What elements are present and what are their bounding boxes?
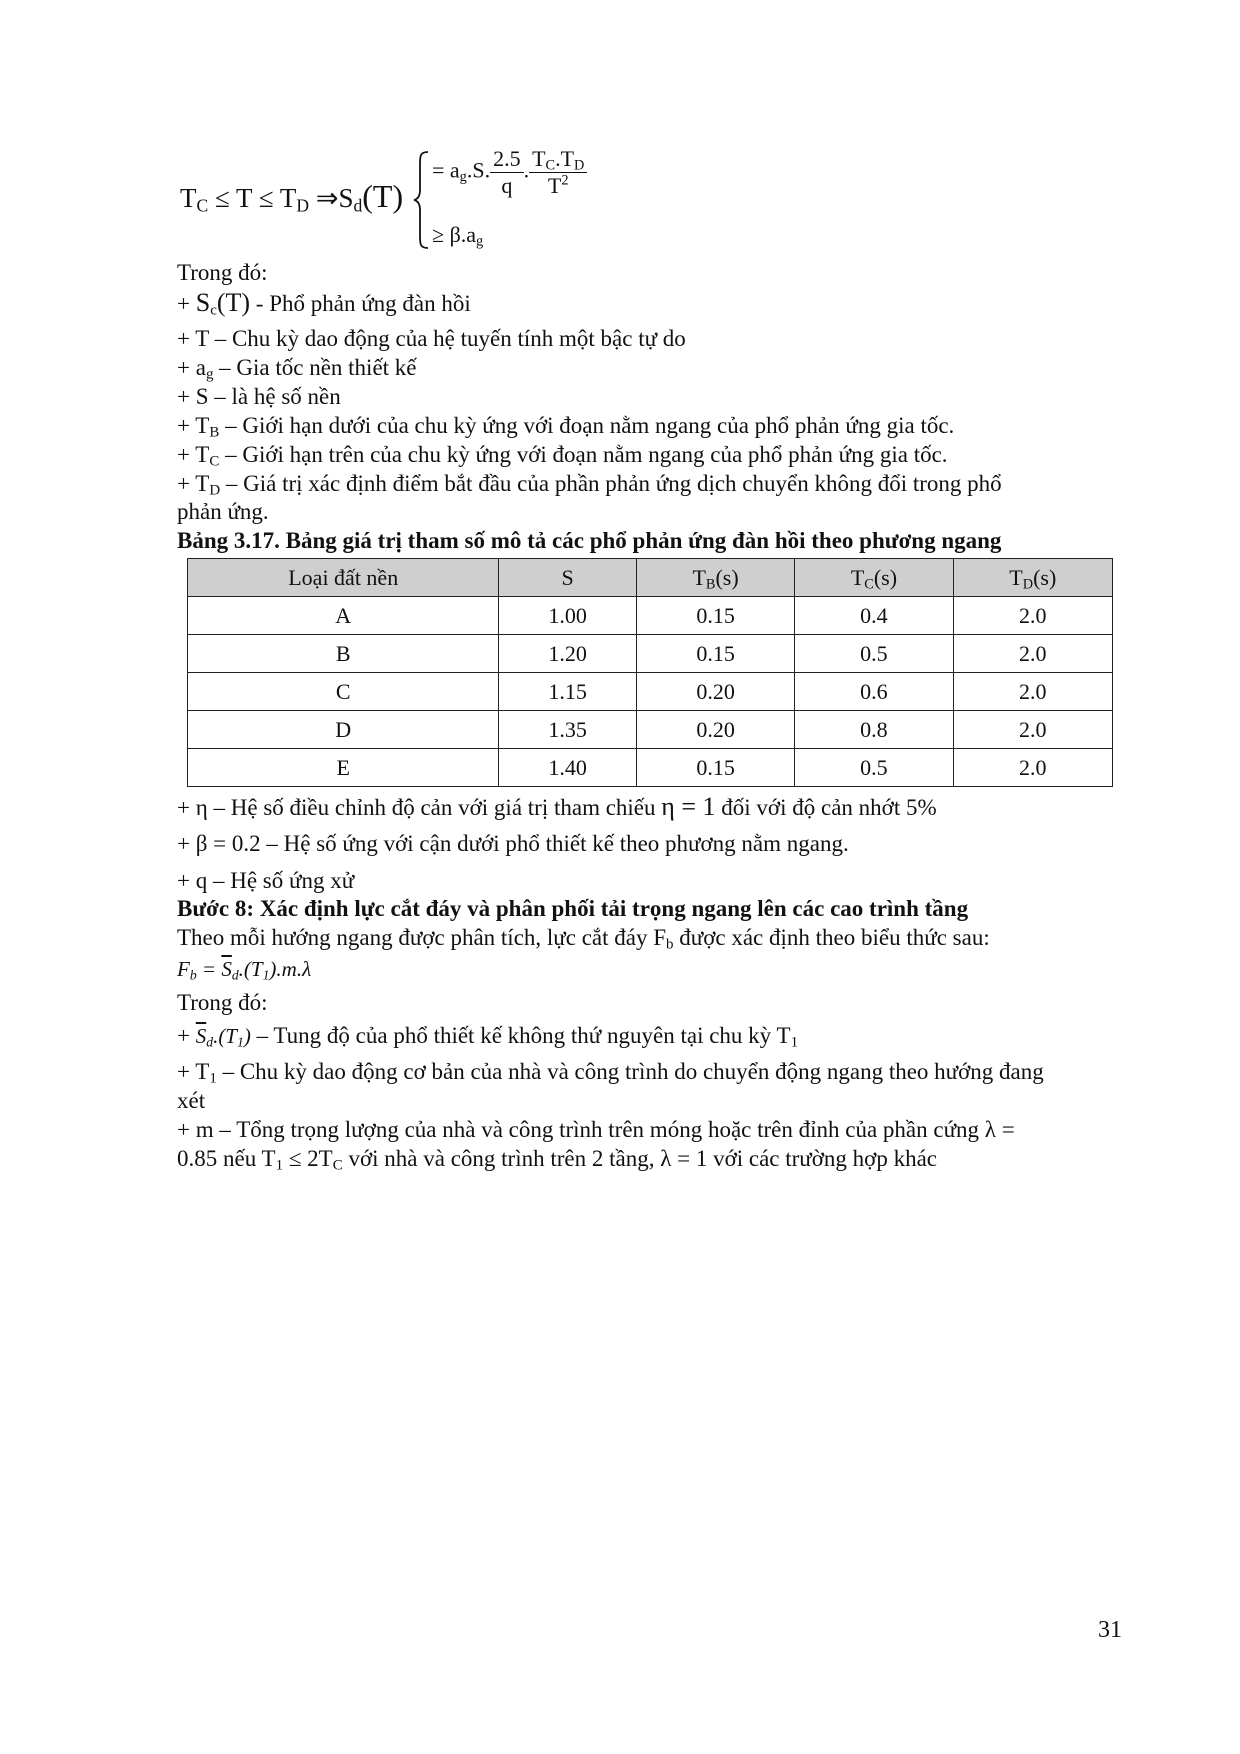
table-caption: Bảng 3.17. Bảng giá trị tham số mô tả các phổ phản ứng đàn hồi theo phương ngang [177,528,1002,553]
table-cell: 2.0 [953,749,1112,787]
table-cell: C [188,673,499,711]
col-header-s: S [499,559,636,597]
table-row [188,711,1113,749]
item-td-continued: phản ứng. [177,499,269,524]
item-ag: + $a_g$ – Gia tốc nền thiết kế [177,355,417,383]
table-cell: E [188,749,499,787]
item-m: + m – Tổng trọng lượng của nhà và công trình trên móng hoặc trên đỉnh của phần cứng λ = [177,1117,1015,1142]
table-row [188,597,1113,635]
col-header-td: $T_D(s)$ [953,559,1112,597]
table-row [188,673,1113,711]
table-header-row [188,559,1113,597]
trong-do-label: Trong đó: [177,260,268,285]
table-cell: 0.15 [636,635,794,673]
item-t1: + $T_1$ – Chu kỳ dao động cơ bản của nhà và công trình do chuyển động ngang theo hướng đang [177,1059,1044,1087]
item-sd: + $\overline{S}_d.(T_1)$ – Tung độ của phổ thiết kế không thứ nguyên tại chu kỳ $T_1$ [177,1023,799,1051]
table-cell: 0.8 [795,711,953,749]
item-tc: + $T_C$ – Giới hạn trên của chu kỳ ứng với đoạn nằm ngang của phổ phản ứng gia tốc. [177,442,948,470]
table-cell: 0.5 [795,749,953,787]
item-t1-continued: xét [177,1088,206,1113]
fraction-tc-td-over-t2: $\frac{T_C.T_D}{T^2}$ [529,146,587,199]
item-eta: + η – Hệ số điều chỉnh độ cản với giá trị tham chiếu η = 1 đối với độ cản nhớt 5% [177,792,937,821]
trong-do-label-2: Trong đó: [177,990,268,1015]
spectrum-parameter-table [187,558,1113,787]
table-cell: 1.00 [499,597,636,635]
table-cell: 2.0 [953,635,1112,673]
item-td: + $T_D$ – Giá trị xác định điểm bắt đầu của phần phản ứng dịch chuyển không đổi trong phổ [177,471,1002,499]
table-cell: 0.20 [636,673,794,711]
item-q: + q – Hệ số ứng xử [177,868,355,893]
table-cell: 0.15 [636,749,794,787]
table-row [188,635,1113,673]
table-cell: 2.0 [953,673,1112,711]
item-tb: + $T_B$ – Giới hạn dưới của chu kỳ ứng với đoạn nằm ngang của phổ phản ứng gia tốc. [177,413,955,441]
item-sc: + $S_c(T)$ - Phổ phản ứng đàn hồi [177,288,471,319]
table-cell: 0.5 [795,635,953,673]
col-header-tc: $T_C(s)$ [795,559,953,597]
table-row [188,749,1113,787]
table-cell: 0.6 [795,673,953,711]
formula-row-1: = $a_g.S$. $\frac{2.5}{q}$ . $\frac{T_C.T_D}{T^2}$ [432,146,587,199]
page-number: 31 [1098,1617,1122,1643]
table-cell: D [188,711,499,749]
item-t: + T – Chu kỳ dao động của hệ tuyến tính một bậc tự do [177,326,686,351]
table-cell: 2.0 [953,597,1112,635]
formula-lhs: $T_C \le T \le T_D$ $\Rightarrow S_d(T)$ [180,178,404,216]
table-cell: 1.20 [499,635,636,673]
item-beta: + β = 0.2 – Hệ số ứng với cận dưới phổ thiết kế theo phương nằm ngang. [177,831,849,856]
item-lambda: 0.85 nếu $T_1 \le 2T_C$ với nhà và công trình trên 2 tầng, λ = 1 với các trường hợp khác [177,1146,938,1174]
fb-formula: $F_b = \overline{S}_d.(T_1).m.\lambda$ [177,957,312,983]
item-s: + S – là hệ số nền [177,384,341,409]
fraction-2-5-over-q: $\frac{2.5}{q}$ [490,146,524,199]
table-cell: 0.4 [795,597,953,635]
formula-row-2: ≥ $\beta.a_g$ [432,222,484,250]
table-cell: 2.0 [953,711,1112,749]
table-cell: 1.35 [499,711,636,749]
col-header-tb: $T_B(s)$ [636,559,794,597]
formula-brace [412,150,430,250]
table-cell: 0.20 [636,711,794,749]
step-8-heading: Bước 8: Xác định lực cắt đáy và phân phối tải trọng ngang lên các cao trình tầng [177,896,969,921]
col-header-soil-type: Loại đất nền [188,559,499,597]
table-cell: A [188,597,499,635]
table-cell: 1.40 [499,749,636,787]
table-cell: 0.15 [636,597,794,635]
fb-intro: Theo mỗi hướng ngang được phân tích, lực cắt đáy $F_b$ được xác định theo biểu thức sau: [177,925,990,953]
table-cell: B [188,635,499,673]
table-cell: 1.15 [499,673,636,711]
